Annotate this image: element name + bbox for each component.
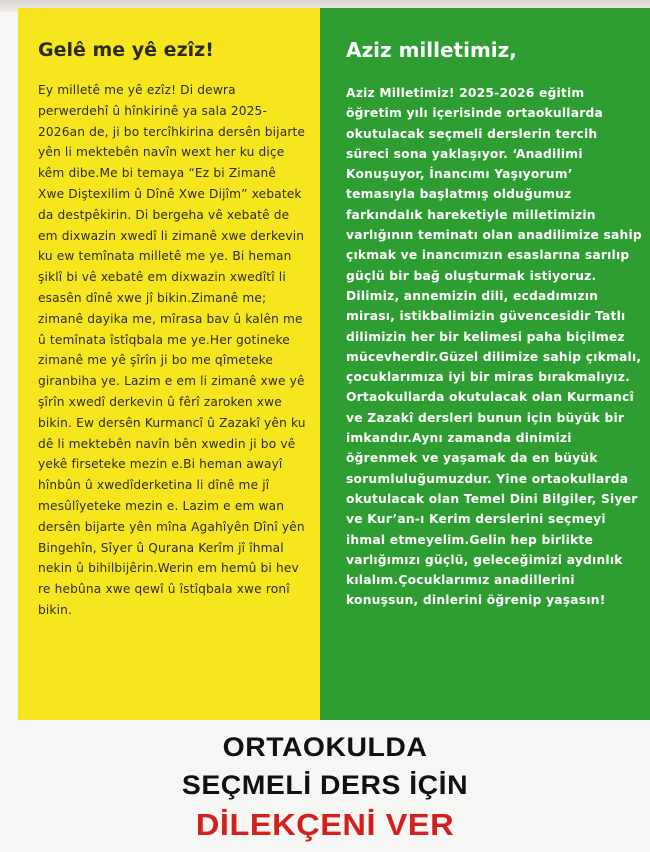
footer-line-secmeli-ders: SEÇMELİ DERS İÇİN <box>181 770 469 800</box>
footer-line-ortaokulda: ORTAOKULDA <box>222 732 428 762</box>
call-to-action-footer <box>0 720 650 852</box>
turkish-heading: Aziz milletimiz, <box>346 38 517 62</box>
turkish-body-text: Aziz Milletimiz! 2025-2026 eğitim öğretim yılı içerisinde ortaokullarda okutulacak seçmeli derslerin tercih süreci sona yaklaşıyor. ‘Anadilimi Konuşuyor, İnancımı Yaşıyorum’ temasıyla başlatmış olduğumuz farkındalık hareketiyle milletimizin varlığının teminatı olan anadilimize sahip çıkmak ve inancımızın esaslarına sarılıp güçlü bir bağ oluşturmak istiyoruz. Dilimiz, annemizin dili, ecdadımızın mirası, istikbalimizin güvencesidir Tatlı dilimizin her bir kelimesi paha biçilmez mücevherdir.Güzel dilimize sahip çıkmalı, çocuklarımıza iyi bir miras bırakmalıyız. Ortaokullarda okutulacak olan Kurmancî ve Zazakî dersleri bunun için büyük bir imkandır.Aynı zamanda dinimizi öğrenmek ve yaşamak da en büyük sorumluluğumuzdur. Yine ortaokullarda okutulacak olan Temel Dini Bilgiler, Siyer ve Kur’an-ı Kerim derslerini seçmeyi ihmal etmeyelim.Gelin hep birlikte varlığımızı güçlü, geleceğimizi aydınlık kılalım.Çocuklarımız anadillerini konuşsun, dinlerini öğrenip yaşasın! <box>346 86 642 608</box>
kurdish-panel <box>18 8 320 720</box>
footer-line-dilekceni-ver: DİLEKÇENİ VER <box>195 807 455 842</box>
turkish-panel <box>320 8 650 720</box>
kurdish-heading: Gelê me yê ezîz! <box>38 39 214 61</box>
kurdish-body-text: Ey milletê me yê ezîz! Di dewra perwerdehî û hînkirinê ya sala 2025-2026an de, ji bo tercîhkirina dersên bijarte yên li mektebên navîn wext her ku diçe kêm dibe.Me bi temaya “Ez bi Zimanê Xwe Diştexilim û Dînê Xwe Dijîm” xebatek da destpêkirin. Di bergeha vê xebatê de em dixwazin xwedî li zimanê xwe derkevin ku ew temînata milletê me ye. Bi heman şiklî bi vê xebatê em dixwazin xwedîtî li esasên dînê xwe jî bikin.Zimanê me; zimanê dayika me, mîrasa bav û kalên me û temînata îstîqbala me ye.Her gotineke zimanê me yê şîrîn ji bo me qîmeteke giranbiha ye. Lazim e em li zimanê xwe yê şîrîn xwedî derkevin û fêrî zaroken xwe bikin. Ew dersên Kurmancî û Zazakî yên ku dê li mektebên navîn bên xwedin ji bo vê yekê firseteke mezin e.Bi heman awayî hînbûn û xwedîderketina li dînê me jî mesûlîyeteke mezin e. Lazim e em wan dersên bijarte yên mîna Agahîyên Dînî yên Bingehîn, Sîyer û Qurana Kerîm jî îhmal nekin û bihilbijêrin.Werin em hemû bi hev re hebûna xwe qewî û îstîqbala xwe ronî bikin. <box>38 83 306 617</box>
